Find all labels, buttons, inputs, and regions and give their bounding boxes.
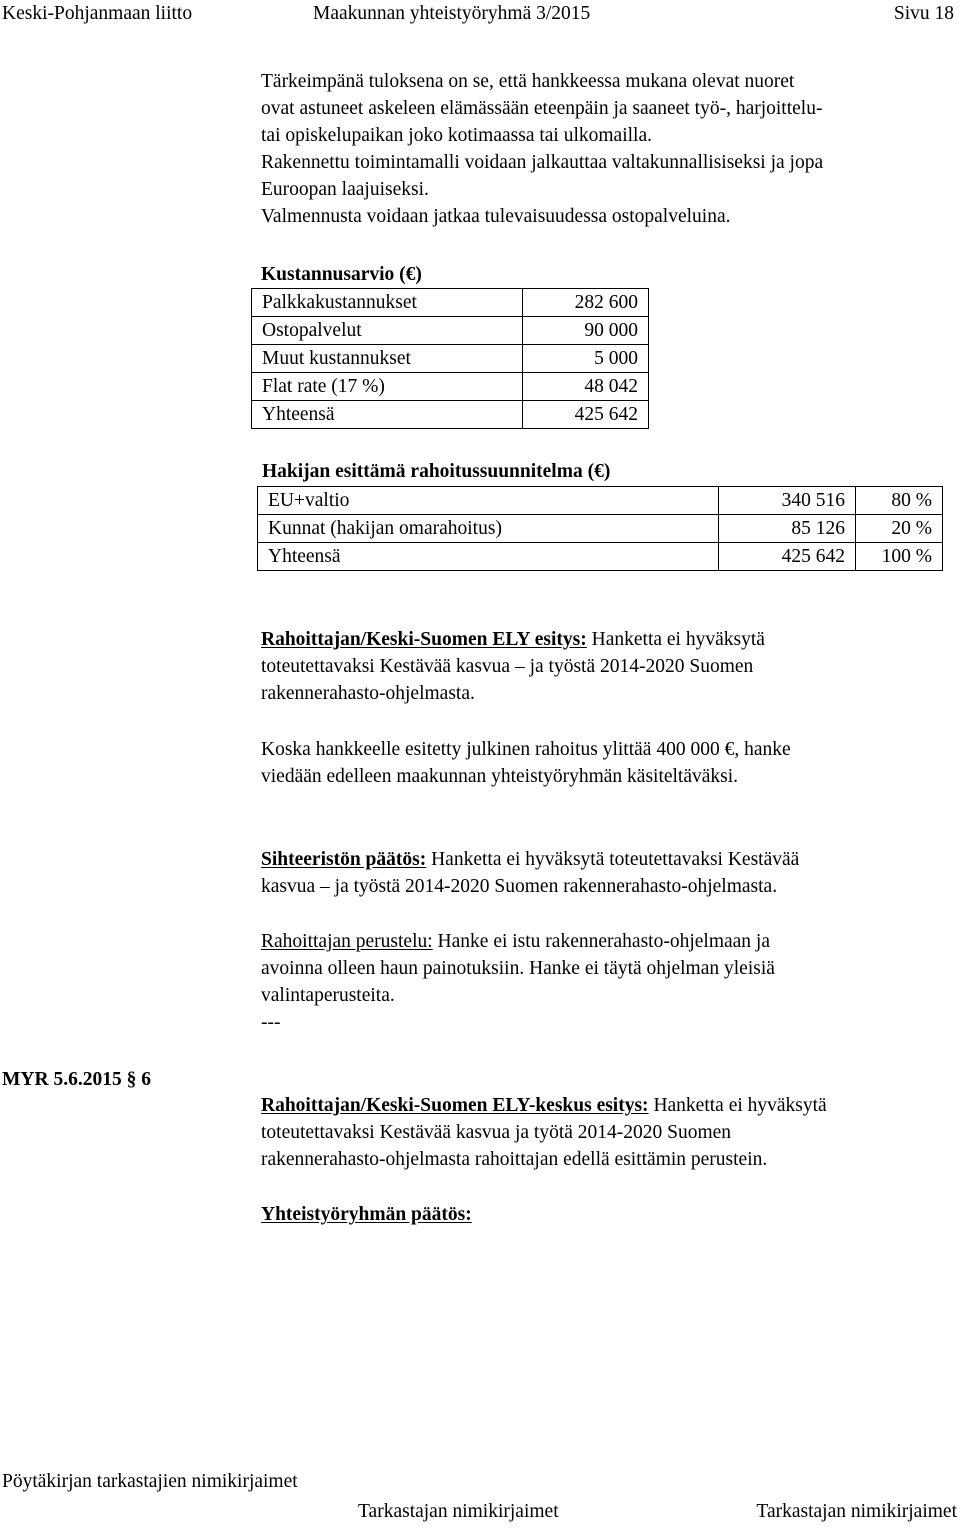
funding-value: 85 126 bbox=[719, 515, 856, 543]
cost-label: Yhteensä bbox=[252, 401, 523, 429]
public-funding-text: viedään edelleen maakunnan yhteistyöryhmän käsiteltäväksi. bbox=[261, 766, 739, 787]
funding-label: Yhteensä bbox=[258, 543, 719, 571]
secretariat-text: Hanketta ei hyväksytä toteutettavaksi Kestävää bbox=[426, 849, 800, 870]
intro-line: Euroopan laajuiseksi. bbox=[261, 179, 429, 200]
ely-proposal-text: toteutettavaksi Kestävää kasvua – ja työstä 2014-2020 Suomen bbox=[261, 656, 754, 677]
justification-heading: Rahoittajan perustelu: bbox=[261, 931, 433, 952]
ely-proposal bbox=[261, 626, 765, 707]
footer-signatures-label: Pöytäkirjan tarkastajien nimikirjaimet bbox=[2, 1471, 298, 1492]
intro-line: tai opiskelupaikan joko kotimaassa tai ulkomailla. bbox=[261, 125, 652, 146]
table-row bbox=[252, 345, 649, 373]
ely-proposal-heading: Rahoittajan/Keski-Suomen ELY esitys: bbox=[261, 629, 587, 650]
table-row bbox=[252, 373, 649, 401]
funding-table bbox=[257, 486, 943, 571]
public-funding-note bbox=[261, 736, 791, 790]
cost-value: 425 642 bbox=[523, 401, 649, 429]
funding-percent: 20 % bbox=[856, 515, 943, 543]
ely-centre-text: rakennerahasto-ohjelmasta rahoittajan edellä esittämin perustein. bbox=[261, 1149, 768, 1170]
cost-value: 5 000 bbox=[523, 345, 649, 373]
cost-table-title: Kustannusarvio (€) bbox=[261, 264, 422, 285]
table-row bbox=[258, 515, 943, 543]
funding-label: Kunnat (hakijan omarahoitus) bbox=[258, 515, 719, 543]
justification-text: avoinna olleen haun painotuksiin. Hanke ei täytä ohjelman yleisiä bbox=[261, 958, 775, 979]
public-funding-text: Koska hankkeelle esitetty julkinen rahoitus ylittää 400 000 €, hanke bbox=[261, 739, 791, 760]
intro-line: ovat astuneet askeleen elämässään eteenpäin ja saaneet työ-, harjoittelu- bbox=[261, 98, 823, 119]
justification-text: Hanke ei istu rakennerahasto-ohjelmaan ja bbox=[432, 931, 770, 952]
funding-percent: 80 % bbox=[856, 487, 943, 515]
table-row bbox=[252, 289, 649, 317]
header-page-number: Sivu 18 bbox=[893, 3, 954, 24]
justification-text: --- bbox=[261, 1012, 281, 1033]
table-row bbox=[258, 543, 943, 571]
ely-centre-text: toteutettavaksi Kestävää kasvua ja työtä 2014-2020 Suomen bbox=[261, 1122, 732, 1143]
secretariat-decision bbox=[261, 846, 799, 900]
funding-value: 425 642 bbox=[719, 543, 856, 571]
ely-centre-heading: Rahoittajan/Keski-Suomen ELY-keskus esitys: bbox=[261, 1095, 649, 1116]
ely-centre-proposal bbox=[261, 1092, 827, 1173]
cost-value: 282 600 bbox=[523, 289, 649, 317]
header-meeting: Maakunnan yhteistyöryhmä 3/2015 bbox=[313, 3, 591, 24]
footer-inspector-initials: Tarkastajan nimikirjaimet bbox=[358, 1501, 559, 1522]
cost-label: Muut kustannukset bbox=[252, 345, 523, 373]
table-row bbox=[252, 317, 649, 345]
secretariat-text: kasvua – ja työstä 2014-2020 Suomen rakennerahasto-ohjelmasta. bbox=[261, 876, 778, 897]
justification-text: valintaperusteita. bbox=[261, 985, 395, 1006]
intro-paragraph bbox=[261, 68, 823, 230]
cost-table bbox=[251, 288, 649, 429]
funding-value: 340 516 bbox=[719, 487, 856, 515]
table-row bbox=[258, 487, 943, 515]
secretariat-heading: Sihteeristön päätös: bbox=[261, 849, 427, 870]
ely-centre-text: Hanketta ei hyväksytä bbox=[648, 1095, 827, 1116]
intro-line: Rakennettu toimintamalli voidaan jalkauttaa valtakunnallisiseksi ja jopa bbox=[261, 152, 824, 173]
group-decision-heading: Yhteistyöryhmän päätös: bbox=[261, 1204, 472, 1225]
intro-line: Tärkeimpänä tuloksena on se, että hankkeessa mukana olevat nuoret bbox=[261, 71, 795, 92]
funding-table-title: Hakijan esittämä rahoitussuunnitelma (€) bbox=[262, 461, 611, 482]
intro-line: Valmennusta voidaan jatkaa tulevaisuudessa ostopalveluina. bbox=[261, 206, 731, 227]
page-header bbox=[0, 0, 960, 30]
funding-percent: 100 % bbox=[856, 543, 943, 571]
cost-value: 90 000 bbox=[523, 317, 649, 345]
ely-proposal-text: rakennerahasto-ohjelmasta. bbox=[261, 683, 475, 704]
cost-label: Ostopalvelut bbox=[252, 317, 523, 345]
section-reference: MYR 5.6.2015 § 6 bbox=[2, 1069, 151, 1090]
funding-label: EU+valtio bbox=[258, 487, 719, 515]
cost-label: Flat rate (17 %) bbox=[252, 373, 523, 401]
table-row bbox=[252, 401, 649, 429]
footer-inspector-initials: Tarkastajan nimikirjaimet bbox=[756, 1501, 957, 1522]
header-org: Keski-Pohjanmaan liitto bbox=[2, 3, 193, 24]
cost-label: Palkkakustannukset bbox=[252, 289, 523, 317]
ely-proposal-text: Hanketta ei hyväksytä bbox=[586, 629, 765, 650]
cost-value: 48 042 bbox=[523, 373, 649, 401]
funder-justification bbox=[261, 928, 775, 1036]
